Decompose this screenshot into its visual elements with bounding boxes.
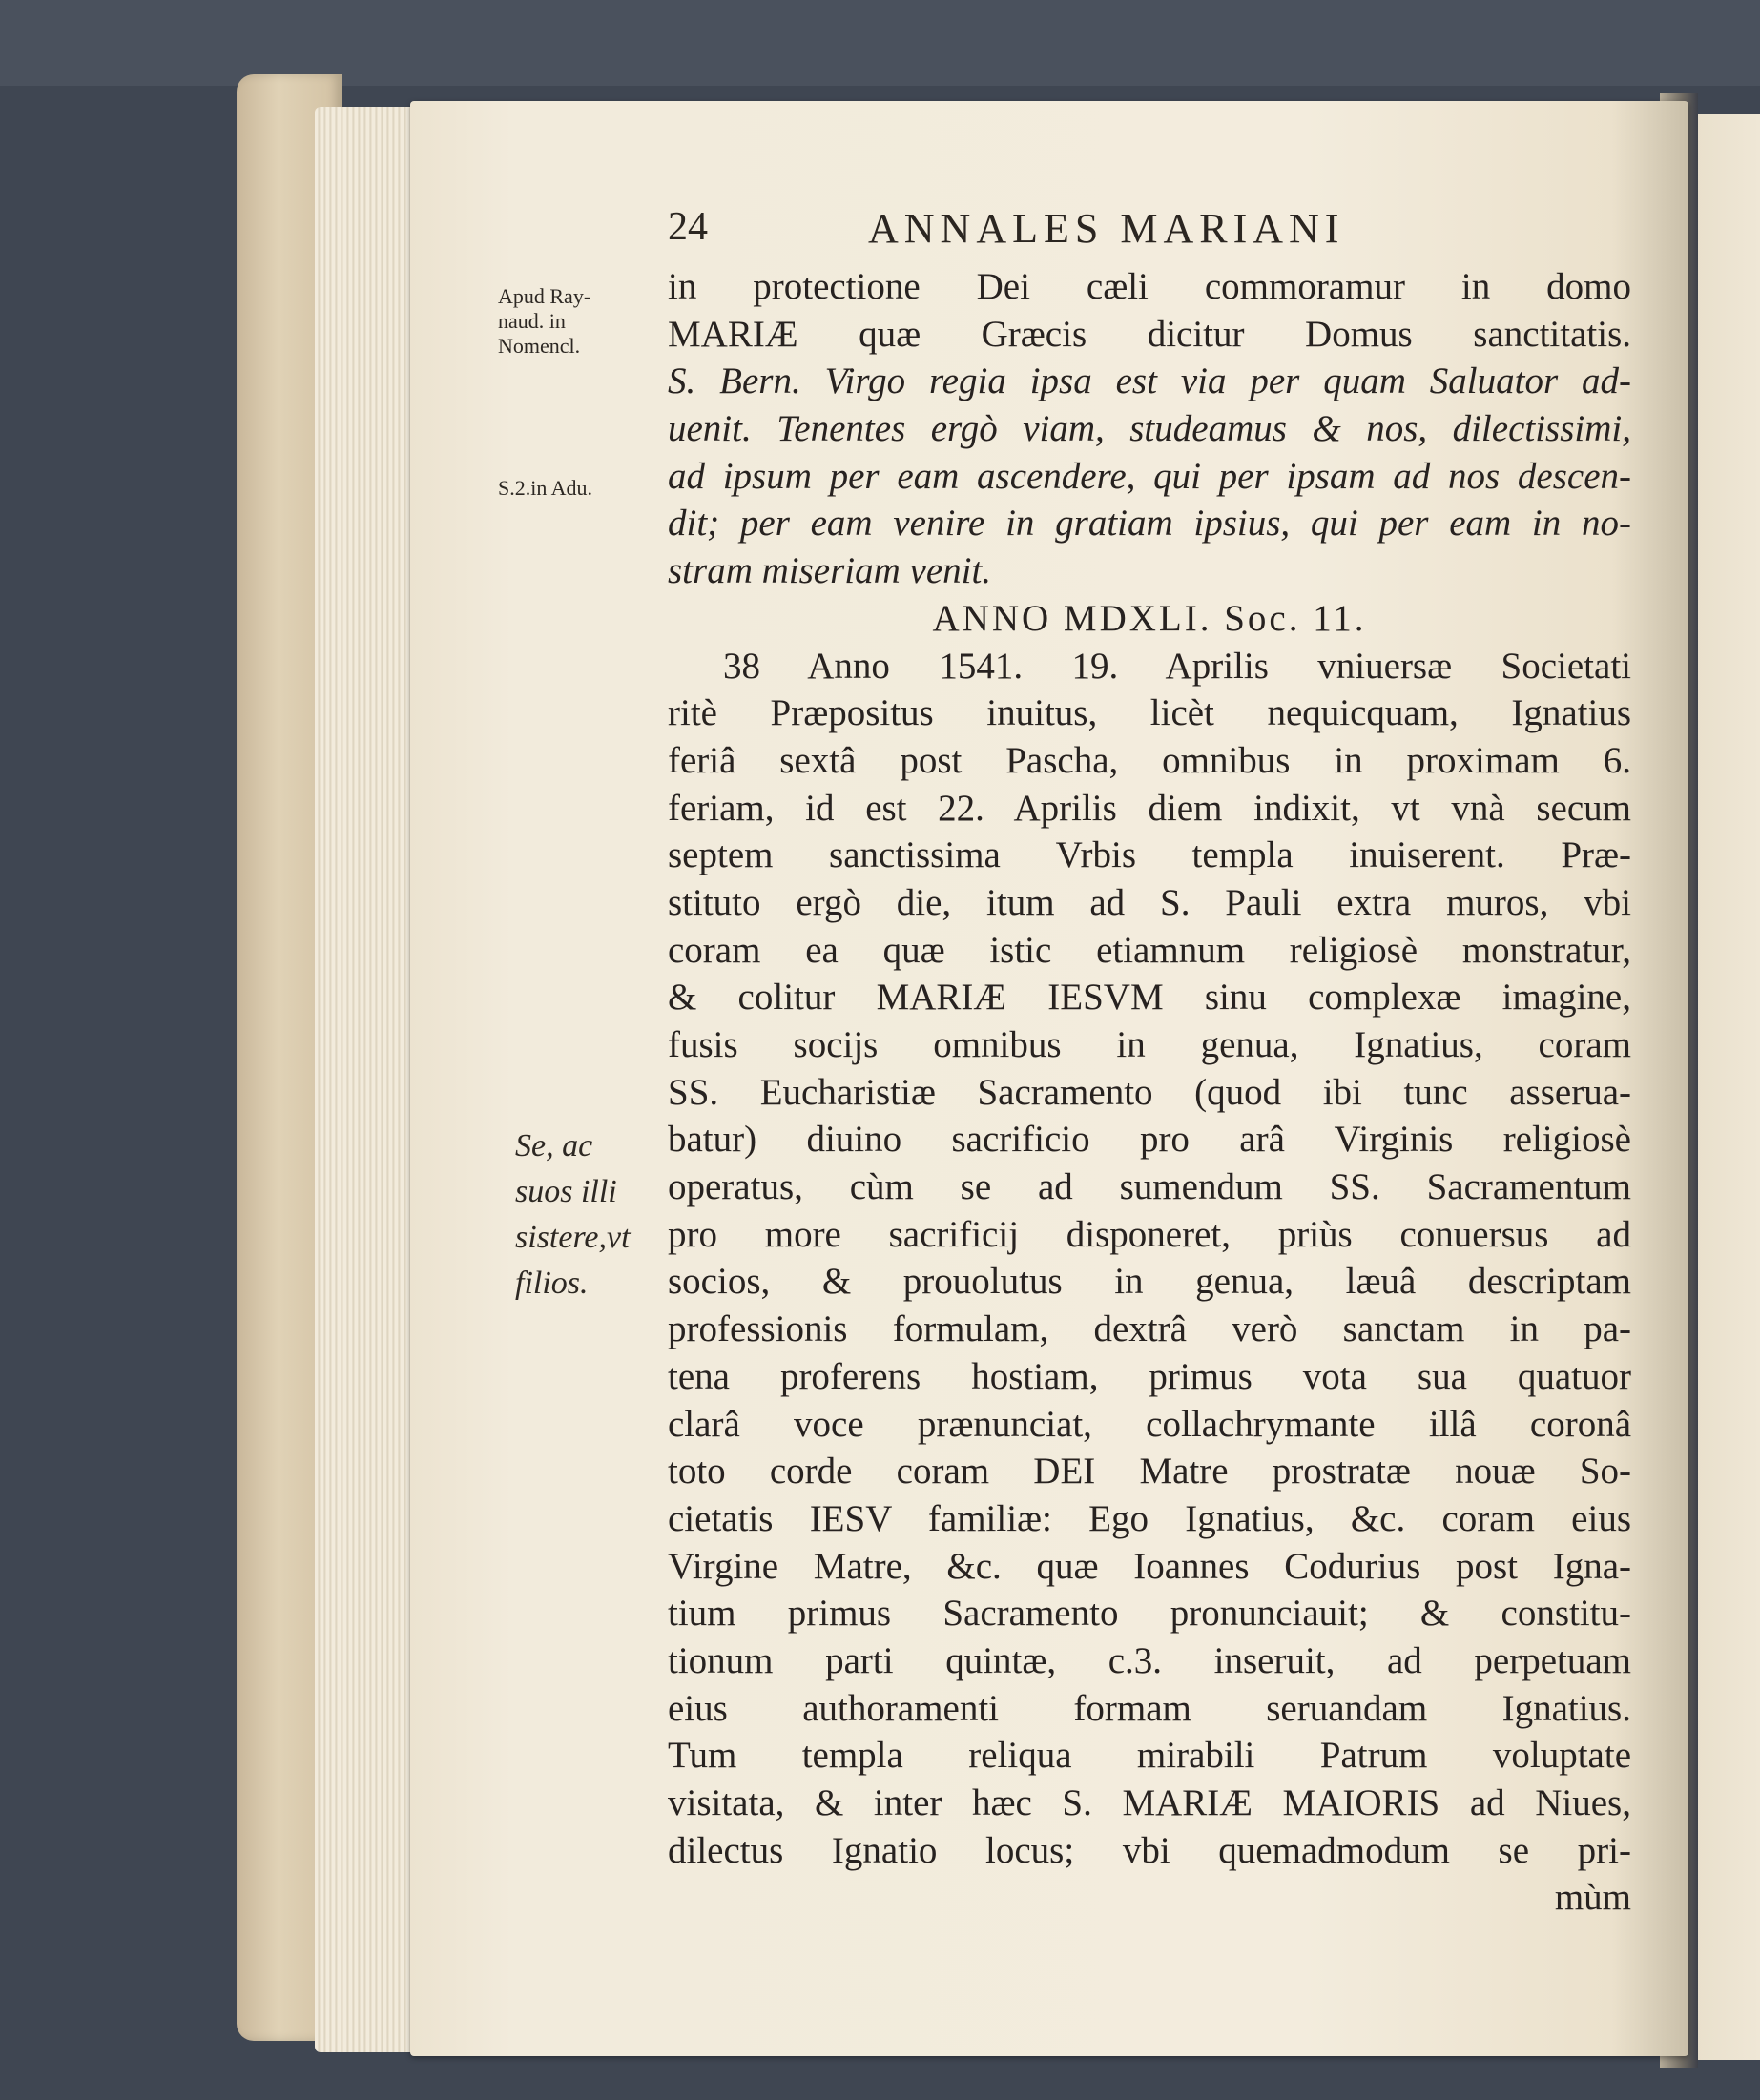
- facing-page-edge: [1696, 114, 1760, 2060]
- margin-note: [515, 1123, 631, 1307]
- body-text: [668, 263, 1631, 1922]
- text-line: ad ipsum per eam ascendere, qui per ipsam ad nos descen-: [668, 455, 1631, 497]
- text-line: in protectione Dei cæli commoramur in domo: [668, 266, 1631, 307]
- margin-note-line: suos illi: [515, 1174, 617, 1209]
- text-line: tena proferens hostiam, primus vota sua quatuor: [668, 1355, 1631, 1397]
- text-line: ritè Præpositus inuitus, licèt nequicquam, Ignatius: [668, 692, 1631, 734]
- text-line: tium primus Sacramento pronunciauit; & constitu-: [668, 1593, 1631, 1635]
- page-edges: [315, 107, 420, 2052]
- text-line: uenit. Tenentes ergò viam, studeamus & nos, dilectissimi,: [668, 408, 1631, 450]
- text-line: visitata, & inter hæc S. MARIÆ MAIORIS ad Niues,: [668, 1782, 1631, 1823]
- text-line: eius authoramenti formam seruandam Ignatius.: [668, 1687, 1631, 1729]
- text-line: socios, & prouolutus in genua, læuâ descriptam: [668, 1261, 1631, 1303]
- text-line: Virgine Matre, &c. quæ Ioannes Codurius post Igna-: [668, 1545, 1631, 1587]
- text-line: batur) diuino sacrificio pro arâ Virginis religiosè: [668, 1119, 1631, 1161]
- margin-citation-bernard: S.2.in Adu.: [498, 476, 593, 500]
- text-line: MARIÆ quæ Græcis dicitur Domus sanctitatis.: [668, 313, 1631, 355]
- margin-note-line: sistere,vt: [515, 1220, 631, 1255]
- margin-citation-line: Apud Ray-: [498, 284, 591, 308]
- text-line: tionum parti quintæ, c.3. inseruit, ad perpetuam: [668, 1639, 1631, 1681]
- page-number: 24: [668, 205, 708, 249]
- text-line: operatus, cùm se ad sumendum SS. Sacramentum: [668, 1166, 1631, 1208]
- text-line: 38 Anno 1541. 19. Aprilis vniuersæ Societati: [723, 645, 1631, 687]
- text-line: feriâ sextâ post Pascha, omnibus in proximam 6.: [668, 739, 1631, 781]
- text-line: Tum templa reliqua mirabili Patrum voluptate: [668, 1735, 1631, 1777]
- background-top: [0, 0, 1760, 86]
- text-line: cietatis IESV familiæ: Ego Ignatius, &c. coram eius: [668, 1497, 1631, 1539]
- text-line: & colitur MARIÆ IESVM sinu complexæ imagine,: [668, 977, 1631, 1019]
- text-line: feriam, id est 22. Aprilis diem indixit, vt vnà secum: [668, 787, 1631, 829]
- text-line: stituto ergò die, itum ad S. Pauli extra muros, vbi: [668, 881, 1631, 923]
- text-line: S. Bern. Virgo regia ipsa est via per quam Saluator ad-: [668, 360, 1631, 402]
- page-title: ANNALES MARIANI: [868, 205, 1345, 252]
- margin-citation: [498, 284, 590, 359]
- text-line: dilectus Ignatio locus; vbi quemadmodum se pri-: [668, 1829, 1631, 1871]
- catchword: mùm: [1554, 1877, 1631, 1919]
- text-line: fusis socijs omnibus in genua, Ignatius, coram: [668, 1024, 1631, 1065]
- text-line: SS. Eucharistiæ Sacramento (quod ibi tunc asserua-: [668, 1071, 1631, 1113]
- running-head: [668, 204, 1631, 257]
- text-line: clarâ voce prænunciat, collachrymante illâ coronâ: [668, 1403, 1631, 1445]
- text-line: professionis formulam, dextrâ verò sanctam in pa-: [668, 1308, 1631, 1350]
- margin-note-line: filios.: [515, 1266, 589, 1301]
- text-line: stram miseriam venit.: [668, 550, 992, 592]
- year-heading: ANNO MDXLI. Soc. 11.: [932, 597, 1367, 639]
- text-line: pro more sacrificij disponeret, priùs conuersus ad: [668, 1213, 1631, 1255]
- text-line: septem sanctissima Vrbis templa inuiserent. Præ-: [668, 834, 1631, 876]
- margin-note-line: Se, ac: [515, 1128, 593, 1163]
- margin-citation-line: Nomencl.: [498, 334, 581, 358]
- text-line: coram ea quæ istic etiamnum religiosè monstratur,: [668, 929, 1631, 971]
- text-line: toto corde coram DEI Matre prostratæ nouæ So-: [668, 1451, 1631, 1493]
- margin-citation-line: naud. in: [498, 309, 566, 333]
- text-line: dit; per eam venire in gratiam ipsius, qui per eam in no-: [668, 503, 1631, 545]
